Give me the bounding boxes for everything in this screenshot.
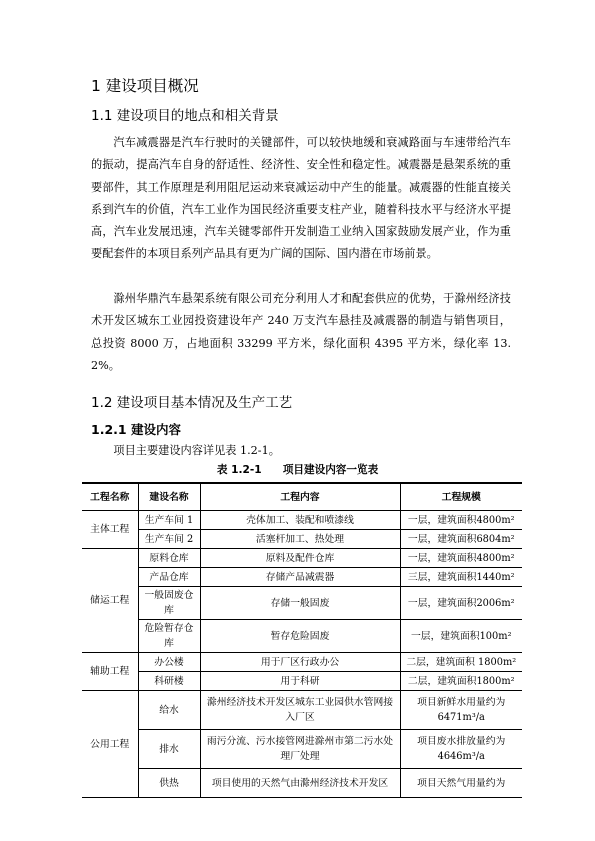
table-cell: 原料仓库 (138, 549, 200, 568)
table-cell: 生产车间 1 (138, 511, 200, 530)
table-cell: 三层，建筑面积1440m² (400, 568, 522, 587)
table-cell: 生产车间 2 (138, 530, 200, 549)
table-cell: 二层，建筑面积 1800m² (400, 653, 522, 672)
group-cell: 辅助工程 (82, 653, 138, 691)
table-header: 工程名称 (82, 483, 138, 511)
table-header: 工程规模 (400, 483, 522, 511)
table-cell: 给水 (138, 691, 200, 730)
paragraph-table-ref: 项目主要建设内容详见表 1.2-1。 (113, 444, 280, 457)
paragraph-background: 汽车减震器是汽车行驶时的关键部件，可以较快地缓和衰减路面与车速带给汽车的振动，提高汽车自身的舒适性、经济性、安全性和稳定性。减震器是悬架系统的重要部件，其工作原理是利用阻尼运动来衰减运动中产生的能量。减震器的性能直接关系到汽车的价值，汽车工业作为国民经济重要支柱产业，随着科技水平与经济水平提高，汽车业发展迅速，汽车关键零部件开发制造工业纳入国家鼓励发展产业，作为重要配套件的本项目系列产品具有更为广阔的国际、国内潜在市场前景。 (91, 136, 511, 261)
table-row (82, 653, 522, 672)
table-cell: 雨污分流、污水接管网进滁州市第二污水处理厂处理 (200, 730, 400, 769)
table-cell: 一层，建筑面积6804m² (400, 530, 522, 549)
table-row (82, 587, 522, 620)
section-heading-1-2: 1.2 建设项目基本情况及生产工艺 (91, 395, 293, 411)
table-cell: 项目废水排放量约为4646m³/a (400, 730, 522, 769)
table-cell: 项目使用的天然气由滁州经济技术开发区 (200, 769, 400, 798)
table-cell: 办公楼 (138, 653, 200, 672)
table-cell: 供热 (138, 769, 200, 798)
table-cell: 危险暂存仓库 (138, 620, 200, 653)
table-row (82, 549, 522, 568)
table-row (82, 691, 522, 730)
table-cell: 暂存危险固废 (200, 620, 400, 653)
table-row (82, 730, 522, 769)
table-cell: 用于科研 (200, 672, 400, 691)
table-cell: 壳体加工、装配和喷漆线 (200, 511, 400, 530)
table-row (82, 620, 522, 653)
table-cell: 科研楼 (138, 672, 200, 691)
table-cell: 一层，建筑面积4800m² (400, 511, 522, 530)
table-cell: 存储产品减震器 (200, 568, 400, 587)
table-row (82, 568, 522, 587)
table-cell: 一层，建筑面积100m² (400, 620, 522, 653)
construction-content-table (82, 482, 522, 798)
table-cell: 原料及配件仓库 (200, 549, 400, 568)
table-row (82, 672, 522, 691)
paragraph-company: 滁州华鼎汽车悬架系统有限公司充分利用人才和配套供应的优势，于滁州经济技术开发区城东工业园投资建设年产 240 万支汽车悬挂及减震器的制造与销售项目，总投资 8000 万，占地面积 33299 平方米，绿化面积 4395 平方米，绿化率 13.2%。 (91, 292, 511, 372)
table-row (82, 530, 522, 549)
table-row (82, 769, 522, 798)
group-cell: 主体工程 (82, 511, 138, 549)
table-row (82, 511, 522, 530)
table-cell: 二层，建筑面积1800m² (400, 672, 522, 691)
table-cell: 项目天然气用量约为 (400, 769, 522, 798)
section-heading-1-1: 1.1 建设项目的地点和相关背景 (91, 108, 279, 124)
table-cell: 一层，建筑面积2006m² (400, 587, 522, 620)
table-header: 建设名称 (138, 483, 200, 511)
table-cell: 排水 (138, 730, 200, 769)
table-cell: 存储一般固废 (200, 587, 400, 620)
table-cell: 用于厂区行政办公 (200, 653, 400, 672)
table-cell: 一般固废仓库 (138, 587, 200, 620)
table-cell: 活塞杆加工、热处理 (200, 530, 400, 549)
table-header: 工程内容 (200, 483, 400, 511)
section-heading-1-2-1: 1.2.1 建设内容 (91, 422, 181, 437)
table-header-row (82, 483, 522, 511)
table-cell: 产品仓库 (138, 568, 200, 587)
table-cell: 一层，建筑面积4800m² (400, 549, 522, 568)
table-cell: 项目新鲜水用量约为6471m³/a (400, 691, 522, 730)
group-cell: 储运工程 (82, 549, 138, 653)
table-caption: 表 1.2-1 项目建设内容一览表 (216, 464, 379, 476)
section-heading-1: 1 建设项目概况 (91, 77, 199, 95)
group-cell: 公用工程 (82, 691, 138, 798)
table-cell: 滁州经济技术开发区城东工业园供水管网接入厂区 (200, 691, 400, 730)
